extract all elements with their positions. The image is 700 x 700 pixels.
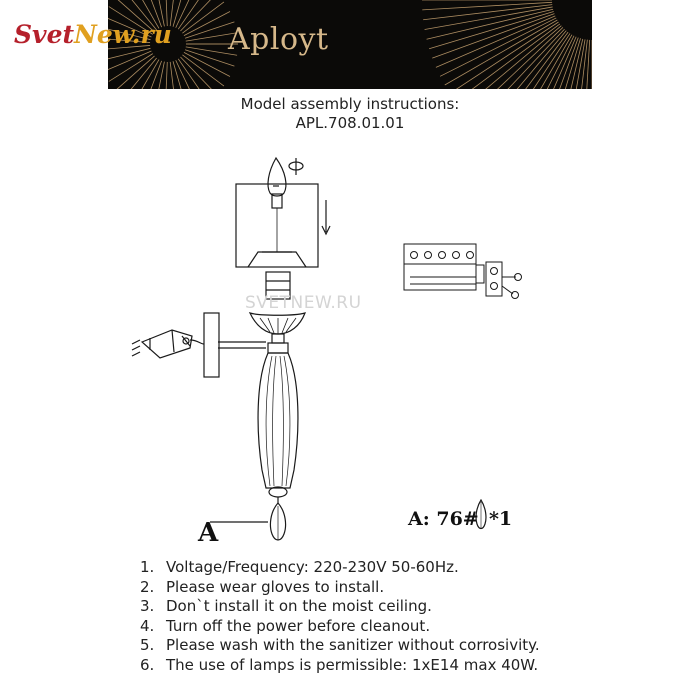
logo-new: New.ru [74, 20, 172, 49]
instruction-item: 2. Please wear gloves to install. [140, 577, 385, 596]
mounting-bracket [132, 330, 204, 358]
down-arrow-icon [322, 200, 330, 234]
rotate-arrow-icon [289, 158, 303, 175]
part-label: A: 76# [408, 508, 479, 530]
glass-cup [250, 313, 305, 343]
part-count: *1 [489, 508, 513, 530]
wall-arm [218, 342, 266, 348]
callout-a-label: A [198, 518, 219, 548]
instruction-item: 5. Please wash with the sanitizer without corrosivity. [140, 636, 540, 654]
crystal-pendant-icon [270, 497, 285, 540]
wiring-terminal-icon [404, 244, 522, 299]
logo-svet: Svet [14, 20, 75, 49]
instruction-item: 6. The use of lamps is permissible: 1xE14 max 40W. [140, 655, 539, 674]
instruction-item: 3. Don`t install it on the moist ceiling. [140, 597, 432, 615]
model-number: APL.708.01.01 [295, 114, 405, 132]
instructions-list [140, 558, 540, 675]
heading-title: Model assembly instructions: [240, 95, 460, 113]
glass-body [258, 343, 298, 497]
candle-bulb-icon [268, 158, 286, 208]
brand-logo: Aployt [228, 22, 329, 57]
watermark: SVETNEW.RU [245, 293, 362, 313]
instruction-item: 4. Turn off the power before cleanout. [140, 616, 431, 635]
wall-plate [204, 313, 219, 377]
instruction-item: 1. Voltage/Frequency: 220-230V 50-60Hz. [140, 558, 459, 576]
